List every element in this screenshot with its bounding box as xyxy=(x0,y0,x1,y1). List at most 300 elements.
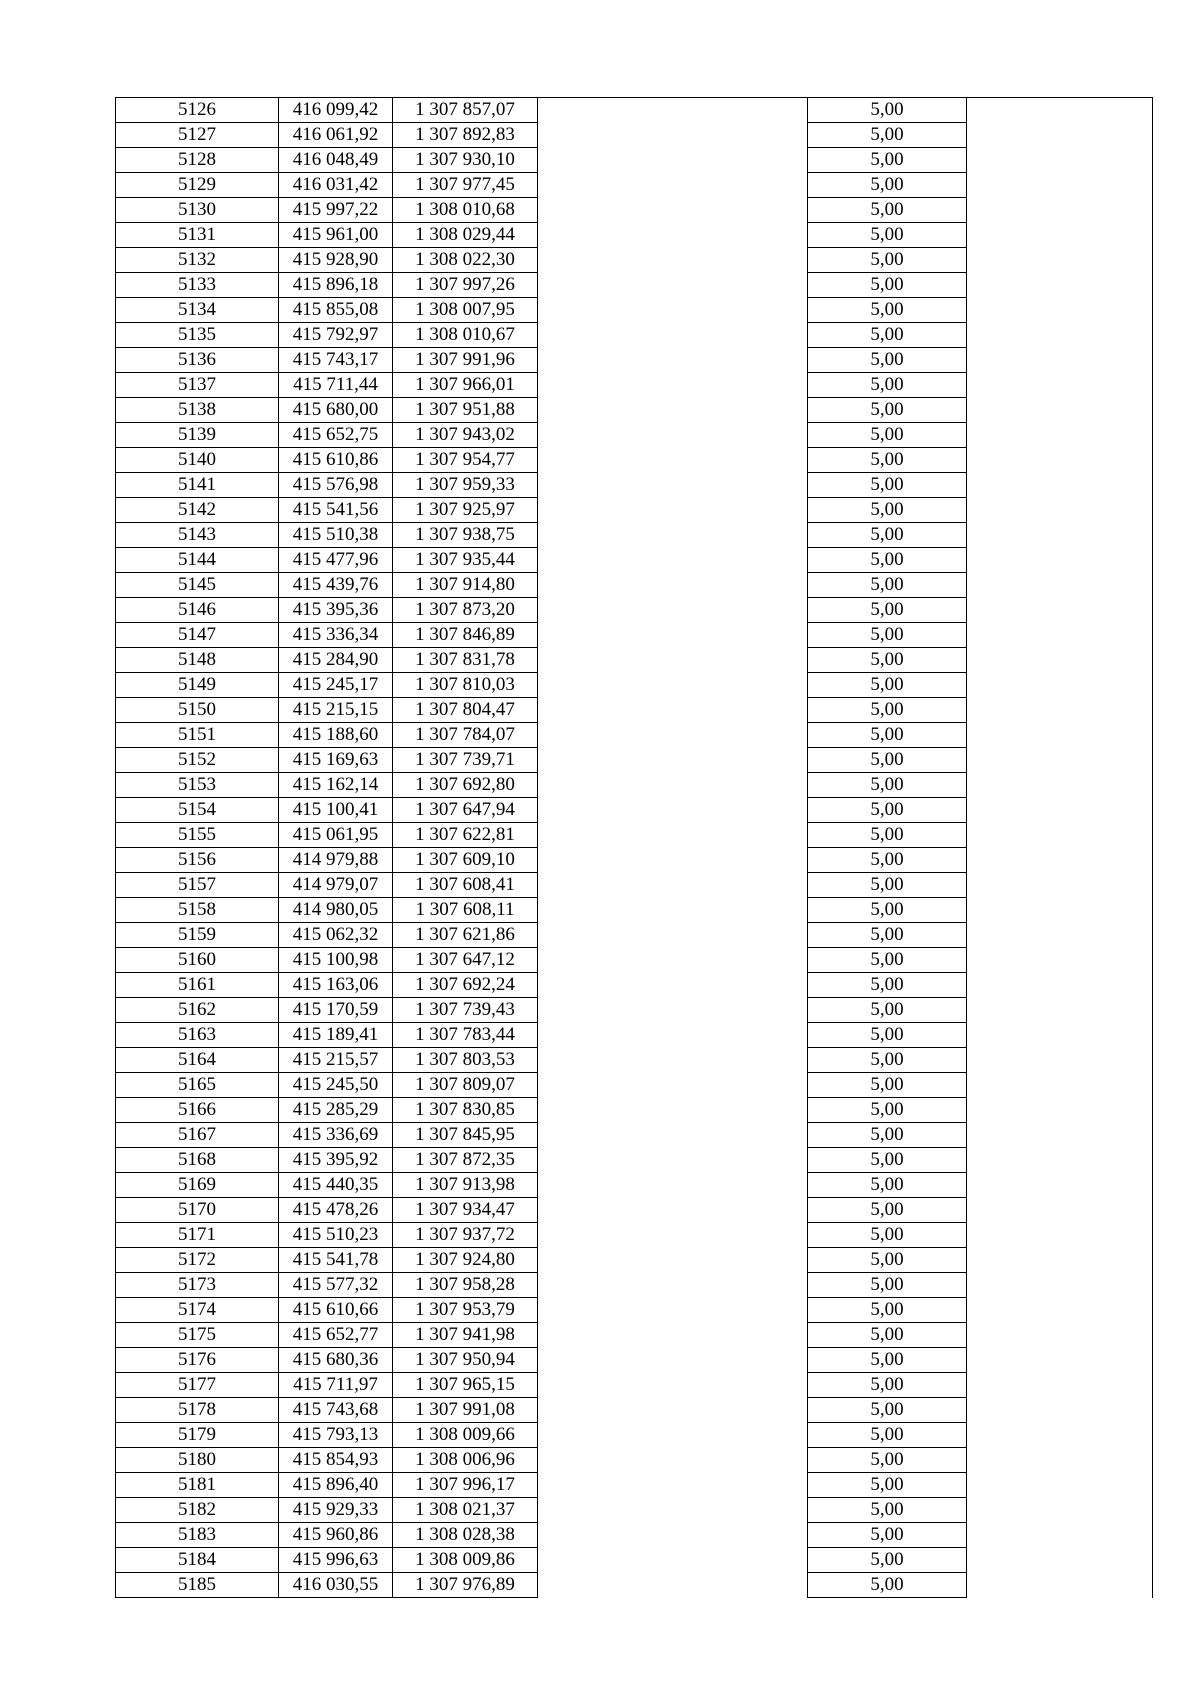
point-number-cell: 5178 xyxy=(116,1398,279,1423)
x-coordinate-cell: 415 336,69 xyxy=(279,1123,393,1148)
empty-cell xyxy=(967,673,1153,698)
empty-cell xyxy=(967,1423,1153,1448)
value-cell: 5,00 xyxy=(808,548,967,573)
x-coordinate-cell: 414 979,88 xyxy=(279,848,393,873)
x-coordinate-cell: 415 577,32 xyxy=(279,1273,393,1298)
point-number-cell: 5145 xyxy=(116,573,279,598)
x-coordinate-cell: 415 793,13 xyxy=(279,1423,393,1448)
point-number-cell: 5141 xyxy=(116,473,279,498)
x-coordinate-cell: 415 395,92 xyxy=(279,1148,393,1173)
table-row xyxy=(116,173,1153,198)
point-number-cell: 5156 xyxy=(116,848,279,873)
empty-cell xyxy=(538,998,808,1023)
point-number-cell: 5133 xyxy=(116,273,279,298)
y-coordinate-cell: 1 308 028,38 xyxy=(393,1523,538,1548)
table-row xyxy=(116,323,1153,348)
table-row xyxy=(116,273,1153,298)
empty-cell xyxy=(538,1373,808,1398)
point-number-cell: 5163 xyxy=(116,1023,279,1048)
table-row xyxy=(116,1048,1153,1073)
empty-cell xyxy=(538,773,808,798)
value-cell: 5,00 xyxy=(808,1123,967,1148)
empty-cell xyxy=(967,1223,1153,1248)
empty-cell xyxy=(967,1573,1153,1598)
empty-cell xyxy=(538,273,808,298)
value-cell: 5,00 xyxy=(808,173,967,198)
table-row xyxy=(116,1123,1153,1148)
empty-cell xyxy=(538,1273,808,1298)
y-coordinate-cell: 1 307 810,03 xyxy=(393,673,538,698)
empty-cell xyxy=(538,373,808,398)
table-row xyxy=(116,448,1153,473)
value-cell: 5,00 xyxy=(808,1198,967,1223)
value-cell: 5,00 xyxy=(808,123,967,148)
empty-cell xyxy=(967,1098,1153,1123)
point-number-cell: 5168 xyxy=(116,1148,279,1173)
point-number-cell: 5150 xyxy=(116,698,279,723)
table-row xyxy=(116,398,1153,423)
point-number-cell: 5140 xyxy=(116,448,279,473)
table-row xyxy=(116,723,1153,748)
value-cell: 5,00 xyxy=(808,1348,967,1373)
y-coordinate-cell: 1 307 873,20 xyxy=(393,598,538,623)
x-coordinate-cell: 415 188,60 xyxy=(279,723,393,748)
table-row xyxy=(116,773,1153,798)
empty-cell xyxy=(967,448,1153,473)
point-number-cell: 5137 xyxy=(116,373,279,398)
empty-cell xyxy=(538,1473,808,1498)
y-coordinate-cell: 1 307 608,11 xyxy=(393,898,538,923)
point-number-cell: 5157 xyxy=(116,873,279,898)
y-coordinate-cell: 1 307 954,77 xyxy=(393,448,538,473)
empty-cell xyxy=(967,523,1153,548)
x-coordinate-cell: 414 979,07 xyxy=(279,873,393,898)
x-coordinate-cell: 415 743,17 xyxy=(279,348,393,373)
value-cell: 5,00 xyxy=(808,1098,967,1123)
y-coordinate-cell: 1 307 784,07 xyxy=(393,723,538,748)
x-coordinate-cell: 415 743,68 xyxy=(279,1398,393,1423)
empty-cell xyxy=(538,348,808,373)
x-coordinate-cell: 415 896,18 xyxy=(279,273,393,298)
y-coordinate-cell: 1 307 937,72 xyxy=(393,1223,538,1248)
point-number-cell: 5146 xyxy=(116,598,279,623)
x-coordinate-cell: 415 510,23 xyxy=(279,1223,393,1248)
empty-cell xyxy=(538,1573,808,1598)
empty-cell xyxy=(538,1523,808,1548)
table-row xyxy=(116,648,1153,673)
value-cell: 5,00 xyxy=(808,673,967,698)
empty-cell xyxy=(967,1373,1153,1398)
x-coordinate-cell: 415 169,63 xyxy=(279,748,393,773)
x-coordinate-cell: 415 336,34 xyxy=(279,623,393,648)
empty-cell xyxy=(967,123,1153,148)
empty-cell xyxy=(538,448,808,473)
y-coordinate-cell: 1 307 924,80 xyxy=(393,1248,538,1273)
x-coordinate-cell: 415 610,66 xyxy=(279,1298,393,1323)
table-row xyxy=(116,873,1153,898)
point-number-cell: 5171 xyxy=(116,1223,279,1248)
value-cell: 5,00 xyxy=(808,898,967,923)
table-row xyxy=(116,748,1153,773)
point-number-cell: 5135 xyxy=(116,323,279,348)
empty-cell xyxy=(538,1223,808,1248)
value-cell: 5,00 xyxy=(808,1498,967,1523)
empty-cell xyxy=(967,148,1153,173)
x-coordinate-cell: 415 652,77 xyxy=(279,1323,393,1348)
empty-cell xyxy=(967,273,1153,298)
y-coordinate-cell: 1 307 783,44 xyxy=(393,1023,538,1048)
empty-cell xyxy=(538,498,808,523)
y-coordinate-cell: 1 307 996,17 xyxy=(393,1473,538,1498)
y-coordinate-cell: 1 307 647,94 xyxy=(393,798,538,823)
empty-cell xyxy=(538,1123,808,1148)
point-number-cell: 5172 xyxy=(116,1248,279,1273)
table-row xyxy=(116,1273,1153,1298)
empty-cell xyxy=(538,423,808,448)
empty-cell xyxy=(538,223,808,248)
value-cell: 5,00 xyxy=(808,973,967,998)
y-coordinate-cell: 1 308 007,95 xyxy=(393,298,538,323)
value-cell: 5,00 xyxy=(808,1398,967,1423)
point-number-cell: 5160 xyxy=(116,948,279,973)
value-cell: 5,00 xyxy=(808,423,967,448)
x-coordinate-cell: 415 245,17 xyxy=(279,673,393,698)
table-row xyxy=(116,798,1153,823)
x-coordinate-cell: 416 031,42 xyxy=(279,173,393,198)
empty-cell xyxy=(538,1248,808,1273)
table-row xyxy=(116,1073,1153,1098)
empty-cell xyxy=(538,1548,808,1573)
y-coordinate-cell: 1 307 941,98 xyxy=(393,1323,538,1348)
empty-cell xyxy=(538,148,808,173)
point-number-cell: 5158 xyxy=(116,898,279,923)
value-cell: 5,00 xyxy=(808,1298,967,1323)
value-cell: 5,00 xyxy=(808,1273,967,1298)
point-number-cell: 5175 xyxy=(116,1323,279,1348)
y-coordinate-cell: 1 307 692,24 xyxy=(393,973,538,998)
x-coordinate-cell: 415 285,29 xyxy=(279,1098,393,1123)
point-number-cell: 5183 xyxy=(116,1523,279,1548)
value-cell: 5,00 xyxy=(808,948,967,973)
y-coordinate-cell: 1 307 609,10 xyxy=(393,848,538,873)
value-cell: 5,00 xyxy=(808,748,967,773)
x-coordinate-cell: 415 711,44 xyxy=(279,373,393,398)
empty-cell xyxy=(967,723,1153,748)
empty-cell xyxy=(967,1173,1153,1198)
point-number-cell: 5166 xyxy=(116,1098,279,1123)
empty-cell xyxy=(538,748,808,773)
x-coordinate-cell: 415 929,33 xyxy=(279,1498,393,1523)
empty-cell xyxy=(538,623,808,648)
y-coordinate-cell: 1 307 622,81 xyxy=(393,823,538,848)
empty-cell xyxy=(967,323,1153,348)
empty-cell xyxy=(538,873,808,898)
empty-cell xyxy=(967,1448,1153,1473)
x-coordinate-cell: 415 215,57 xyxy=(279,1048,393,1073)
y-coordinate-cell: 1 307 872,35 xyxy=(393,1148,538,1173)
y-coordinate-cell: 1 308 010,67 xyxy=(393,323,538,348)
empty-cell xyxy=(967,348,1153,373)
value-cell: 5,00 xyxy=(808,323,967,348)
x-coordinate-cell: 415 062,32 xyxy=(279,923,393,948)
empty-cell xyxy=(538,598,808,623)
point-number-cell: 5170 xyxy=(116,1198,279,1223)
empty-cell xyxy=(967,1348,1153,1373)
empty-cell xyxy=(538,1148,808,1173)
empty-cell xyxy=(538,948,808,973)
point-number-cell: 5126 xyxy=(116,98,279,123)
y-coordinate-cell: 1 307 830,85 xyxy=(393,1098,538,1123)
point-number-cell: 5162 xyxy=(116,998,279,1023)
empty-cell xyxy=(967,798,1153,823)
empty-cell xyxy=(967,398,1153,423)
value-cell: 5,00 xyxy=(808,648,967,673)
value-cell: 5,00 xyxy=(808,198,967,223)
coordinates-table-body xyxy=(116,98,1153,1598)
point-number-cell: 5174 xyxy=(116,1298,279,1323)
value-cell: 5,00 xyxy=(808,448,967,473)
table-row xyxy=(116,923,1153,948)
table-row xyxy=(116,973,1153,998)
empty-cell xyxy=(967,1048,1153,1073)
empty-cell xyxy=(967,1398,1153,1423)
point-number-cell: 5179 xyxy=(116,1423,279,1448)
value-cell: 5,00 xyxy=(808,798,967,823)
table-row xyxy=(116,1298,1153,1323)
value-cell: 5,00 xyxy=(808,473,967,498)
y-coordinate-cell: 1 307 991,96 xyxy=(393,348,538,373)
point-number-cell: 5165 xyxy=(116,1073,279,1098)
empty-cell xyxy=(967,823,1153,848)
value-cell: 5,00 xyxy=(808,348,967,373)
table-row xyxy=(116,598,1153,623)
y-coordinate-cell: 1 307 943,02 xyxy=(393,423,538,448)
empty-cell xyxy=(967,898,1153,923)
value-cell: 5,00 xyxy=(808,1223,967,1248)
point-number-cell: 5154 xyxy=(116,798,279,823)
value-cell: 5,00 xyxy=(808,1173,967,1198)
table-row xyxy=(116,1473,1153,1498)
empty-cell xyxy=(538,1073,808,1098)
table-row xyxy=(116,523,1153,548)
table-row xyxy=(116,998,1153,1023)
empty-cell xyxy=(967,1023,1153,1048)
table-row xyxy=(116,1548,1153,1573)
value-cell: 5,00 xyxy=(808,223,967,248)
x-coordinate-cell: 415 997,22 xyxy=(279,198,393,223)
x-coordinate-cell: 415 215,15 xyxy=(279,698,393,723)
value-cell: 5,00 xyxy=(808,1148,967,1173)
table-row xyxy=(116,498,1153,523)
y-coordinate-cell: 1 307 892,83 xyxy=(393,123,538,148)
empty-cell xyxy=(967,1498,1153,1523)
table-row xyxy=(116,1523,1153,1548)
point-number-cell: 5181 xyxy=(116,1473,279,1498)
empty-cell xyxy=(538,1298,808,1323)
x-coordinate-cell: 415 100,98 xyxy=(279,948,393,973)
y-coordinate-cell: 1 307 950,94 xyxy=(393,1348,538,1373)
value-cell: 5,00 xyxy=(808,598,967,623)
x-coordinate-cell: 415 854,93 xyxy=(279,1448,393,1473)
value-cell: 5,00 xyxy=(808,848,967,873)
x-coordinate-cell: 415 477,96 xyxy=(279,548,393,573)
value-cell: 5,00 xyxy=(808,998,967,1023)
table-row xyxy=(116,1423,1153,1448)
x-coordinate-cell: 415 541,56 xyxy=(279,498,393,523)
empty-cell xyxy=(538,848,808,873)
point-number-cell: 5136 xyxy=(116,348,279,373)
x-coordinate-cell: 415 100,41 xyxy=(279,798,393,823)
table-row xyxy=(116,948,1153,973)
x-coordinate-cell: 415 162,14 xyxy=(279,773,393,798)
empty-cell xyxy=(538,673,808,698)
point-number-cell: 5127 xyxy=(116,123,279,148)
x-coordinate-cell: 415 960,86 xyxy=(279,1523,393,1548)
empty-cell xyxy=(967,473,1153,498)
table-row xyxy=(116,248,1153,273)
empty-cell xyxy=(967,748,1153,773)
table-row xyxy=(116,1223,1153,1248)
x-coordinate-cell: 415 610,86 xyxy=(279,448,393,473)
y-coordinate-cell: 1 307 951,88 xyxy=(393,398,538,423)
point-number-cell: 5185 xyxy=(116,1573,279,1598)
x-coordinate-cell: 415 189,41 xyxy=(279,1023,393,1048)
x-coordinate-cell: 415 652,75 xyxy=(279,423,393,448)
point-number-cell: 5129 xyxy=(116,173,279,198)
value-cell: 5,00 xyxy=(808,373,967,398)
empty-cell xyxy=(967,998,1153,1023)
point-number-cell: 5169 xyxy=(116,1173,279,1198)
y-coordinate-cell: 1 307 914,80 xyxy=(393,573,538,598)
table-row xyxy=(116,673,1153,698)
empty-cell xyxy=(538,1498,808,1523)
empty-cell xyxy=(967,248,1153,273)
empty-cell xyxy=(538,523,808,548)
table-row xyxy=(116,198,1153,223)
table-row xyxy=(116,1098,1153,1123)
point-number-cell: 5173 xyxy=(116,1273,279,1298)
table-row xyxy=(116,1323,1153,1348)
y-coordinate-cell: 1 307 857,07 xyxy=(393,98,538,123)
table-row xyxy=(116,348,1153,373)
value-cell: 5,00 xyxy=(808,873,967,898)
empty-cell xyxy=(538,123,808,148)
empty-cell xyxy=(538,473,808,498)
empty-cell xyxy=(967,548,1153,573)
coordinates-table xyxy=(115,97,1153,1598)
y-coordinate-cell: 1 308 029,44 xyxy=(393,223,538,248)
table-row xyxy=(116,1173,1153,1198)
x-coordinate-cell: 415 961,00 xyxy=(279,223,393,248)
y-coordinate-cell: 1 307 938,75 xyxy=(393,523,538,548)
value-cell: 5,00 xyxy=(808,498,967,523)
y-coordinate-cell: 1 307 966,01 xyxy=(393,373,538,398)
empty-cell xyxy=(967,773,1153,798)
empty-cell xyxy=(538,1173,808,1198)
value-cell: 5,00 xyxy=(808,273,967,298)
y-coordinate-cell: 1 307 846,89 xyxy=(393,623,538,648)
value-cell: 5,00 xyxy=(808,1523,967,1548)
point-number-cell: 5128 xyxy=(116,148,279,173)
empty-cell xyxy=(967,873,1153,898)
table-row xyxy=(116,373,1153,398)
y-coordinate-cell: 1 307 913,98 xyxy=(393,1173,538,1198)
empty-cell xyxy=(538,1348,808,1373)
empty-cell xyxy=(967,648,1153,673)
point-number-cell: 5132 xyxy=(116,248,279,273)
value-cell: 5,00 xyxy=(808,1248,967,1273)
x-coordinate-cell: 416 030,55 xyxy=(279,1573,393,1598)
y-coordinate-cell: 1 308 010,68 xyxy=(393,198,538,223)
empty-cell xyxy=(967,1198,1153,1223)
empty-cell xyxy=(967,498,1153,523)
empty-cell xyxy=(538,898,808,923)
y-coordinate-cell: 1 307 804,47 xyxy=(393,698,538,723)
table-row xyxy=(116,1348,1153,1373)
y-coordinate-cell: 1 307 959,33 xyxy=(393,473,538,498)
point-number-cell: 5159 xyxy=(116,923,279,948)
value-cell: 5,00 xyxy=(808,623,967,648)
y-coordinate-cell: 1 307 647,12 xyxy=(393,948,538,973)
y-coordinate-cell: 1 308 006,96 xyxy=(393,1448,538,1473)
empty-cell xyxy=(967,1123,1153,1148)
value-cell: 5,00 xyxy=(808,523,967,548)
point-number-cell: 5184 xyxy=(116,1548,279,1573)
x-coordinate-cell: 415 680,36 xyxy=(279,1348,393,1373)
value-cell: 5,00 xyxy=(808,1448,967,1473)
y-coordinate-cell: 1 307 953,79 xyxy=(393,1298,538,1323)
empty-cell xyxy=(538,298,808,323)
value-cell: 5,00 xyxy=(808,1073,967,1098)
table-row xyxy=(116,548,1153,573)
point-number-cell: 5148 xyxy=(116,648,279,673)
point-number-cell: 5134 xyxy=(116,298,279,323)
x-coordinate-cell: 415 792,97 xyxy=(279,323,393,348)
value-cell: 5,00 xyxy=(808,298,967,323)
value-cell: 5,00 xyxy=(808,573,967,598)
x-coordinate-cell: 415 711,97 xyxy=(279,1373,393,1398)
y-coordinate-cell: 1 307 997,26 xyxy=(393,273,538,298)
value-cell: 5,00 xyxy=(808,1048,967,1073)
point-number-cell: 5149 xyxy=(116,673,279,698)
x-coordinate-cell: 415 163,06 xyxy=(279,973,393,998)
point-number-cell: 5144 xyxy=(116,548,279,573)
point-number-cell: 5176 xyxy=(116,1348,279,1373)
table-row xyxy=(116,98,1153,123)
point-number-cell: 5147 xyxy=(116,623,279,648)
y-coordinate-cell: 1 307 739,71 xyxy=(393,748,538,773)
empty-cell xyxy=(967,948,1153,973)
point-number-cell: 5143 xyxy=(116,523,279,548)
table-row xyxy=(116,1573,1153,1598)
table-row xyxy=(116,698,1153,723)
empty-cell xyxy=(967,598,1153,623)
table-row xyxy=(116,1498,1153,1523)
empty-cell xyxy=(538,648,808,673)
empty-cell xyxy=(967,698,1153,723)
empty-cell xyxy=(538,323,808,348)
empty-cell xyxy=(967,1248,1153,1273)
empty-cell xyxy=(538,398,808,423)
empty-cell xyxy=(538,198,808,223)
empty-cell xyxy=(538,923,808,948)
table-row xyxy=(116,1023,1153,1048)
y-coordinate-cell: 1 307 809,07 xyxy=(393,1073,538,1098)
empty-cell xyxy=(538,1323,808,1348)
empty-cell xyxy=(538,98,808,123)
point-number-cell: 5182 xyxy=(116,1498,279,1523)
empty-cell xyxy=(538,1098,808,1123)
